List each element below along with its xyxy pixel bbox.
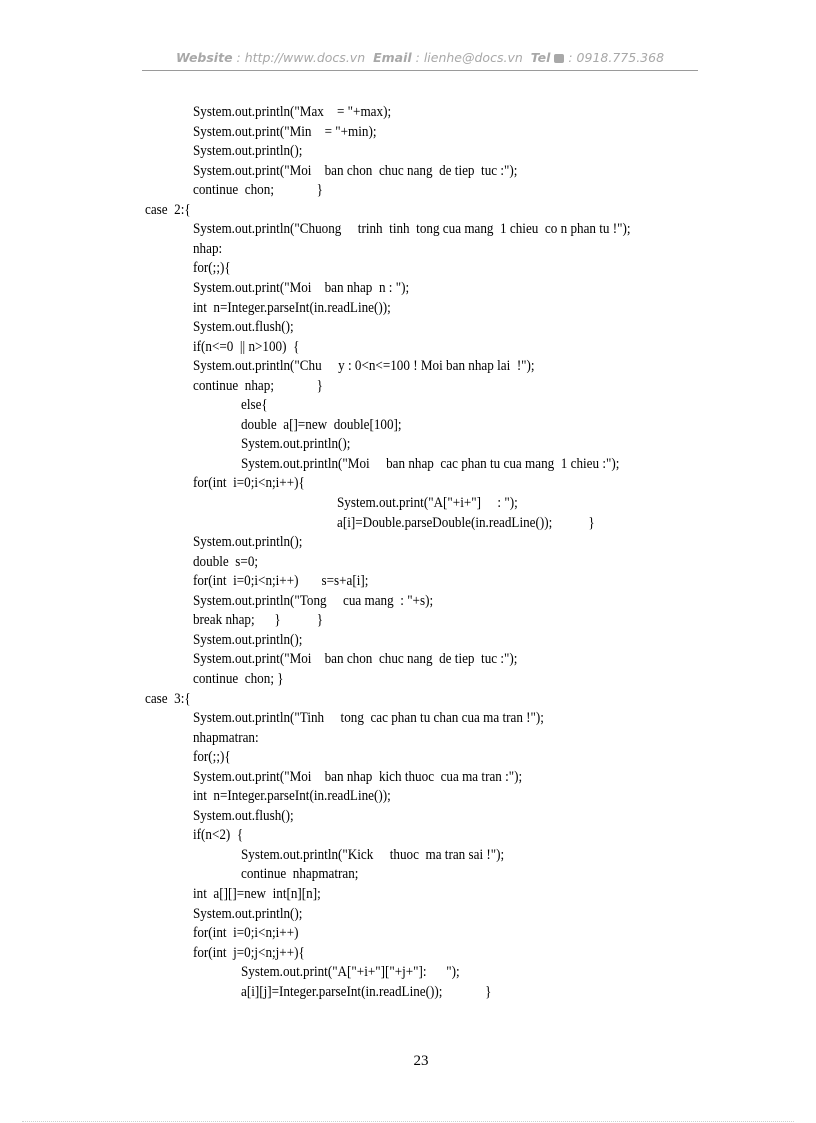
code-line: for(int i=0;i<n;i++){ xyxy=(192,475,305,492)
telephone-icon xyxy=(554,54,564,63)
code-line: System.out.println(); xyxy=(192,631,303,648)
code-line: System.out.println(); xyxy=(192,905,303,922)
code-line: System.out.print("Moi ban chon chuc nang de tiep tuc :"); xyxy=(192,651,518,668)
email-value: : lienhe@docs.vn xyxy=(415,50,523,65)
code-line: continue nhapmatran; xyxy=(240,866,359,883)
code-line: break nhap; } } xyxy=(192,612,324,629)
code-line: int n=Integer.parseInt(in.readLine()); xyxy=(192,299,391,316)
code-line: int n=Integer.parseInt(in.readLine()); xyxy=(192,788,391,805)
code-line: double a[]=new double[100]; xyxy=(240,416,402,433)
code-line: a[i][j]=Integer.parseInt(in.readLine()); } xyxy=(240,983,492,1000)
code-line: System.out.print("Moi ban chon chuc nang de tiep tuc :"); xyxy=(192,162,518,179)
code-line: nhapmatran: xyxy=(192,729,259,746)
website-label: Website xyxy=(175,50,233,65)
code-line: for(;;){ xyxy=(192,260,231,277)
code-line: if(n<=0 || n>100) { xyxy=(192,338,300,355)
code-line: for(int i=0;i<n;i++) xyxy=(192,925,299,942)
code-line: System.out.println("Kick thuoc ma tran sai !"); xyxy=(240,846,505,863)
code-line: for(;;){ xyxy=(192,749,231,766)
code-line: case 3:{ xyxy=(144,690,191,707)
code-line: System.out.println("Chuong trinh tinh tong cua mang 1 chieu co n phan tu !"); xyxy=(192,221,631,238)
code-line: continue nhap; } xyxy=(192,377,323,394)
email-label: Email xyxy=(373,50,412,65)
code-line: System.out.print("Moi ban nhap n : "); xyxy=(192,279,410,296)
code-line: continue chon; } xyxy=(192,670,284,687)
code-line: System.out.flush(); xyxy=(192,807,294,824)
tel-value: : 0918.775.368 xyxy=(568,50,665,65)
code-line: if(n<2) { xyxy=(192,827,244,844)
code-line: case 2:{ xyxy=(144,201,191,218)
website-value: : http://www.docs.vn xyxy=(236,50,366,65)
code-line: a[i]=Double.parseDouble(in.readLine()); } xyxy=(336,514,595,531)
code-line: System.out.println("Tinh tong cac phan tu chan cua ma tran !"); xyxy=(192,710,544,727)
code-line: for(int j=0;j<n;j++){ xyxy=(192,944,305,961)
code-line: System.out.flush(); xyxy=(192,319,294,336)
code-line: continue chon; } xyxy=(192,182,323,199)
code-line: System.out.println("Tong cua mang : "+s); xyxy=(192,592,434,609)
code-line: System.out.println("Max = "+max); xyxy=(192,104,392,120)
page-header xyxy=(142,50,698,71)
code-line: System.out.print("A["+i+"] : "); xyxy=(336,495,518,511)
code-line: double s=0; xyxy=(192,553,259,570)
code-line: System.out.print("Min = "+min); xyxy=(192,123,377,140)
code-line: System.out.print("Moi ban nhap kich thuoc cua ma tran :"); xyxy=(192,768,523,785)
code-line: else{ xyxy=(240,397,268,414)
tel-label: Tel xyxy=(530,50,551,65)
page-number: 23 xyxy=(413,1053,429,1069)
code-line: System.out.println("Moi ban nhap cac phan tu cua mang 1 chieu :"); xyxy=(240,455,620,472)
code-line: int a[][]=new int[n][n]; xyxy=(192,886,321,902)
code-line: for(int i=0;i<n;i++) s=s+a[i]; xyxy=(192,573,369,590)
code-line: System.out.println(); xyxy=(192,143,303,160)
code-line: nhap: xyxy=(192,240,223,257)
code-line: System.out.println("Chu y : 0<n<=100 ! Moi ban nhap lai !"); xyxy=(192,358,535,375)
code-line: System.out.print("A["+i+"]["+j+"]: "); xyxy=(240,964,460,981)
code-line: System.out.println(); xyxy=(240,436,351,453)
code-line: System.out.println(); xyxy=(192,534,303,551)
footer-rule xyxy=(22,1121,794,1122)
